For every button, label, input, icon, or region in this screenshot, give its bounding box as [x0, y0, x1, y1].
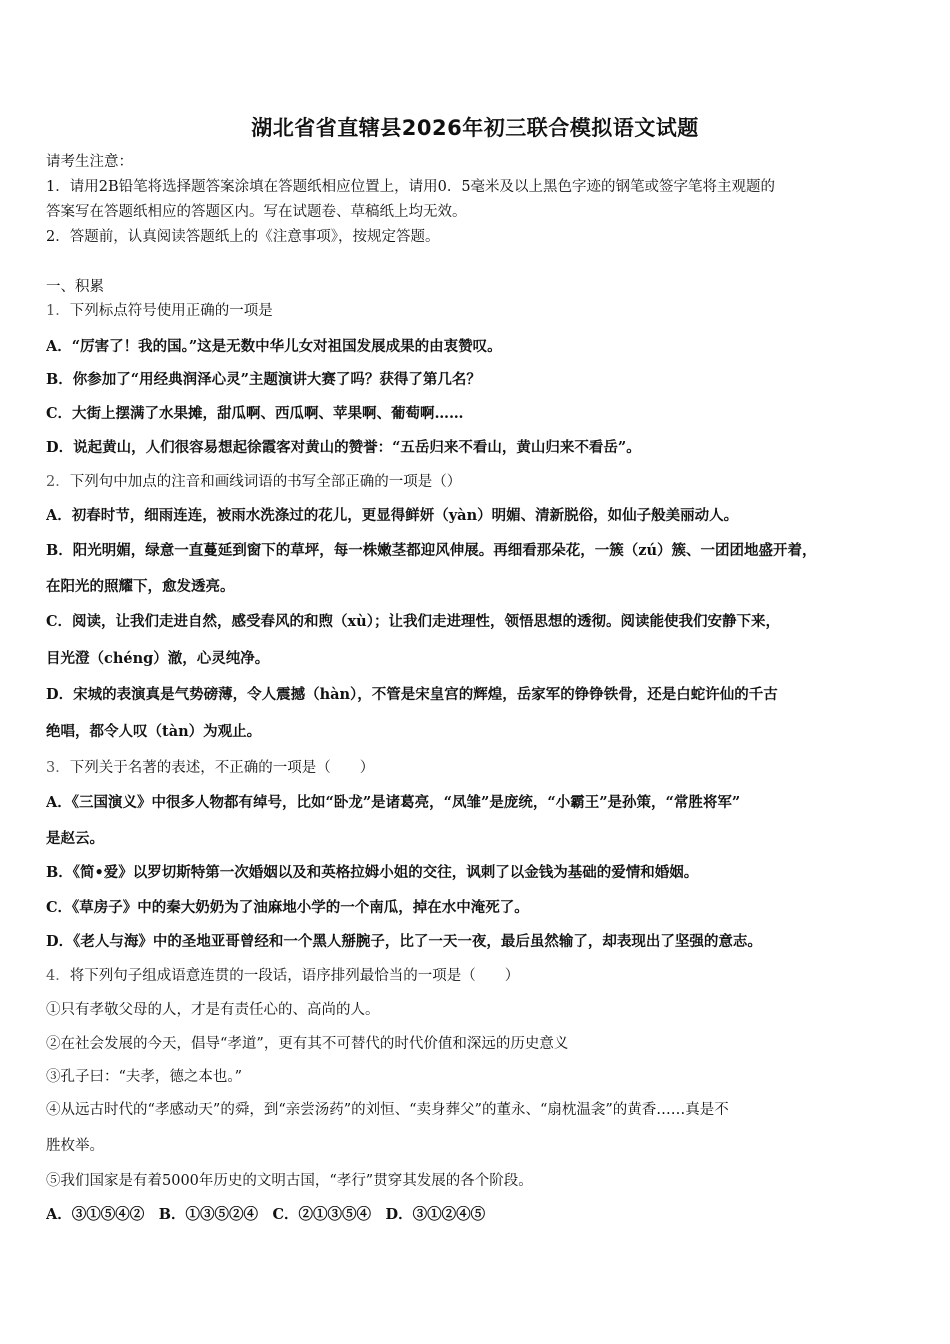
question-1-option-a: A．“厉害了！我的国。”这是无数中华儿女对祖国发展成果的由衷赞叹。 [46, 338, 502, 355]
section-heading: 一、积累 [46, 279, 104, 295]
question-4-stem [46, 967, 916, 985]
question-4-sentence-1: ①只有孝敬父母的人，才是有责任心的、高尚的人。 [46, 1002, 380, 1018]
question-4-sentence-4-line-2: 胜枚举。 [46, 1138, 104, 1154]
question-text: 将下列句子组成语意连贯的一段话，语序排列最恰当的一项是（ ） [69, 968, 520, 984]
question-4-sentence-3: ③孔子曰：“夫孝，德之本也。” [46, 1069, 243, 1085]
question-3-option-b: B．《简•爱》以罗切斯特第一次婚姻以及和英格拉姆小姐的交往，讽刺了以金钱为基础的爱情和婚姻。 [46, 864, 699, 881]
question-1-stem [46, 302, 916, 320]
question-text: 下列关于名著的表述，不正确的一项是（ ） [69, 760, 375, 776]
question-4-sentence-5: ⑤我们国家是有着5000年历史的文明古国，“孝行”贯穿其发展的各个阶段。 [46, 1173, 533, 1189]
question-3-option-a-line-2: 是赵云。 [46, 830, 104, 847]
question-2-option-a: A．初春时节，细雨连连，被雨水洗涤过的花儿，更显得鲜妍（yàn）明媚、清新脱俗，如仙子般美丽动人。 [46, 507, 739, 524]
question-number: 1． [46, 303, 70, 319]
question-3-option-a-line-1: A．《三国演义》中很多人物都有绰号，比如“卧龙”是诸葛亮，“凤雏”是庞统，“小霸王”是孙策，“常胜将军” [46, 794, 741, 811]
notice-heading: 请考生注意： [46, 154, 133, 170]
question-2-option-c-line-2: 目光澄（chéng）澈，心灵纯净。 [46, 650, 270, 667]
question-3-stem [46, 759, 916, 777]
notice-item-2: 2．答题前，认真阅读答题纸上的《注意事项》，按规定答题。 [46, 229, 440, 245]
question-3-option-d: D．《老人与海》中的圣地亚哥曾经和一个黑人掰腕子，比了一天一夜，最后虽然输了，却表现出了坚强的意志。 [46, 933, 762, 950]
notice-item-1-line-2: 答案写在答题纸相应的答题区内。写在试题卷、草稿纸上均无效。 [46, 204, 467, 220]
question-2-option-d-line-1: D．宋城的表演真是气势磅薄，令人震撼（hàn），不管是宋皇宫的辉煌，岳家军的铮铮铁骨，还是白蛇许仙的千古 [46, 686, 778, 703]
question-text: 下列句中加点的注音和画线词语的书写全部正确的一项是（） [69, 474, 462, 490]
question-4-options: A．③①⑤④② B．①③⑤②④ C．②①③⑤④ D．③①②④⑤ [46, 1206, 486, 1223]
question-number: 4． [46, 968, 70, 984]
question-3-option-c: C．《草房子》中的秦大奶奶为了油麻地小学的一个南瓜，掉在水中淹死了。 [46, 899, 529, 916]
question-1-option-b: B．你参加了“用经典润泽心灵”主题演讲大赛了吗？获得了第几名？ [46, 371, 481, 388]
question-text: 下列标点符号使用正确的一项是 [69, 303, 273, 319]
question-4-sentence-2: ②在社会发展的今天，倡导“孝道”，更有其不可替代的时代价值和深远的历史意义 [46, 1036, 569, 1052]
question-4-sentence-4-line-1: ④从远古时代的“孝感动天”的舜，到“亲尝汤药”的刘恒、“卖身葬父”的董永、“扇枕温衾”的黄香……真是不 [46, 1102, 729, 1118]
question-number: 3． [46, 760, 70, 776]
question-2-stem [46, 473, 916, 491]
question-2-option-c-line-1: C．阅读，让我们走进自然，感受春风的和煦（xù）；让我们走进理性，领悟思想的透彻。阅读能使我们安静下来， [46, 613, 780, 630]
question-2-option-d-line-2: 绝唱，都令人叹（tàn）为观止。 [46, 723, 262, 740]
notice-item-1-line-1: 1．请用2B铅笔将选择题答案涂填在答题纸相应位置上，请用0．5毫米及以上黑色字迹的钢笔或签字笔将主观题的 [46, 179, 776, 195]
question-1-option-d: D．说起黄山，人们很容易想起徐霞客对黄山的赞誉：“五岳归来不看山，黄山归来不看岳”。 [46, 439, 641, 456]
question-2-option-b-line-2: 在阳光的照耀下，愈发透亮。 [46, 578, 235, 595]
question-2-option-b-line-1: B．阳光明媚，绿意一直蔓延到窗下的草坪，每一株嫩茎都迎风伸展。再细看那朵花，一簇（zú）簇、一团团地盛开着， [46, 542, 817, 559]
question-number: 2． [46, 474, 70, 490]
question-1-option-c: C．大街上摆满了水果摊，甜瓜啊、西瓜啊、苹果啊、葡萄啊…… [46, 405, 464, 422]
page-title: 湖北省省直辖县2026年初三联合模拟语文试题 [251, 116, 699, 140]
